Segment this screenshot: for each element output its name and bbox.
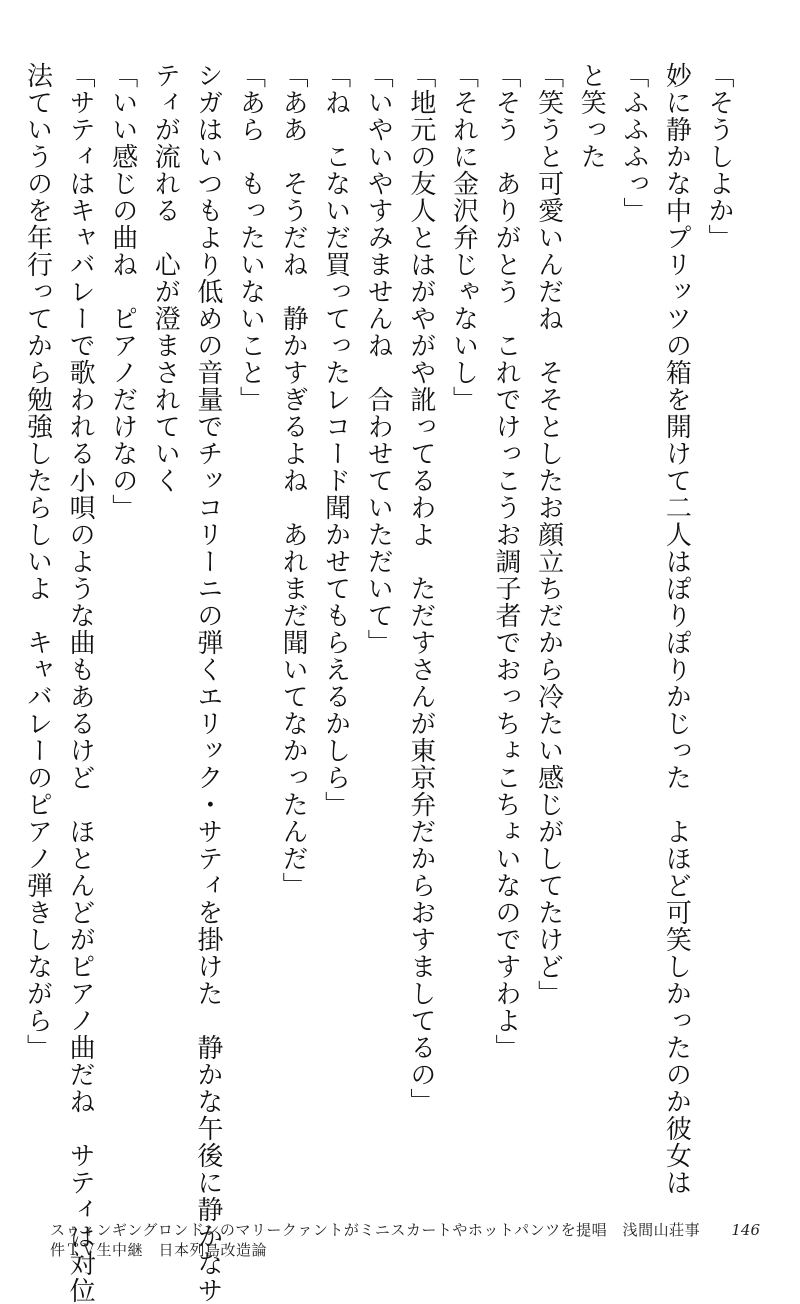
text-line: と笑った bbox=[576, 62, 607, 170]
page-footer bbox=[50, 1220, 760, 1260]
running-footer-text: スゥィンギングロンドンのマリークァントがミニスカートやホットパンツを提唱 浅間山荘事件ＴＶ生中継 日本列島改造論 bbox=[50, 1221, 701, 1259]
text-line: 「そう ありがとう これでけっこうお調子者でおっちょこちょいなのですわよ」 bbox=[491, 62, 522, 1061]
text-line: 「笑うと可愛いんだね そそとしたお顔立ちだから冷たい感じがしてたけど」 bbox=[533, 62, 564, 1007]
text-line: 「いやいやすみませんね 合わせていただいて」 bbox=[363, 62, 394, 656]
text-line: 「ふふふっ」 bbox=[618, 62, 649, 224]
text-line: 「サティはキャバレーで歌われる小唄のような曲もあるけど ほとんどがピアノ曲だね サティは対位 bbox=[65, 62, 96, 1304]
text-line: シガはいつもより低めの音量でチッコリーニの弾くエリック・サティを掛けた 静かな午後に静かなサ bbox=[192, 62, 223, 1304]
text-line: 「あら もったいないこと」 bbox=[235, 62, 266, 413]
text-line: 「ああ そうだね 静かすぎるよね あれまだ聞いてなかったんだ」 bbox=[278, 62, 309, 899]
text-line: ティが流れる 心が澄まされていく bbox=[150, 62, 181, 494]
text-line: 「いい感じの曲ね ピアノだけなの」 bbox=[107, 62, 138, 521]
text-line: 「それに金沢弁じゃないし」 bbox=[448, 62, 479, 413]
text-line: 「そうしよか」 bbox=[704, 62, 734, 251]
text-line: 法ていうのを年行ってから勉強したらしいよ キャバレーのピアノ弾きしながら」 bbox=[22, 62, 53, 1061]
page-number: 146 bbox=[731, 1221, 760, 1239]
text-line: 「ね こないだ買ってったレコード聞かせてもらえるかしら」 bbox=[320, 62, 351, 818]
text-line: 妙に静かな中プリッツの箱を開けて二人はぽりぽりかじった よほど可笑しかったのか彼女は bbox=[661, 62, 692, 1196]
text-line: 「地元の友人とはがやがや訛ってるわよ ただすさんが東京弁だからおすましてるの」 bbox=[405, 62, 436, 1115]
